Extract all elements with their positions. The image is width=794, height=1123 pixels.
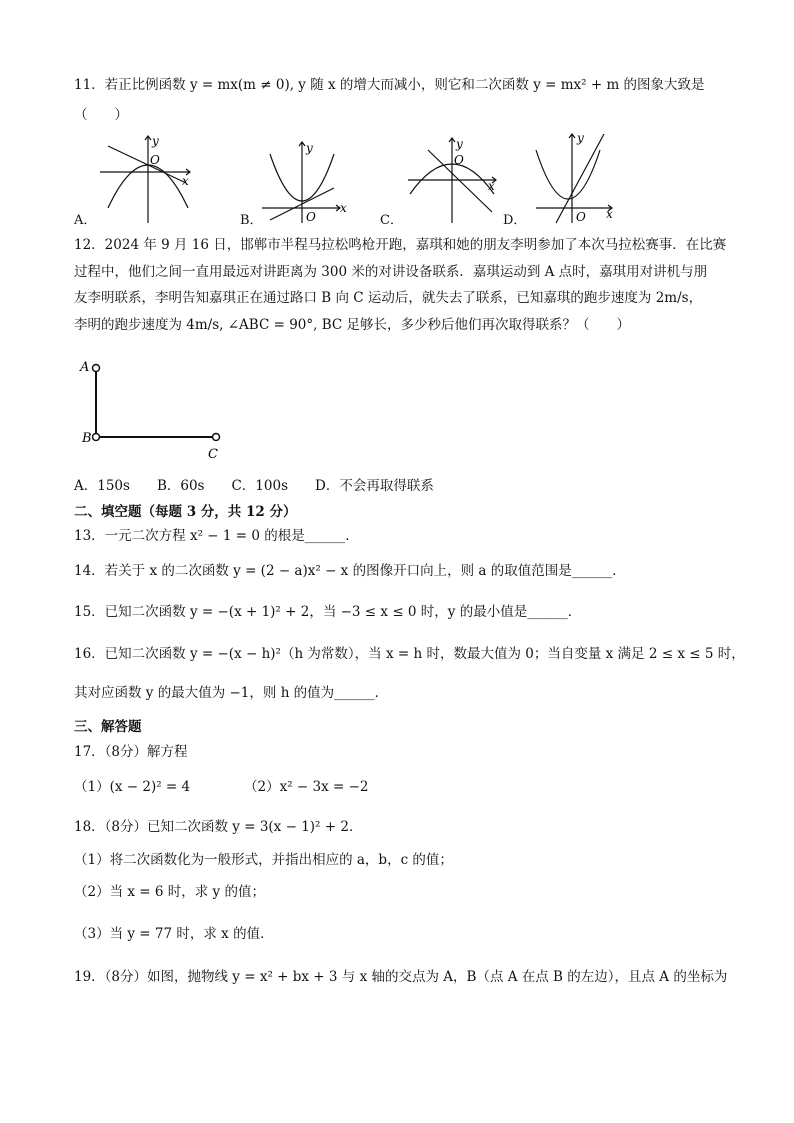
section-3-title: 三、解答题 (74, 719, 142, 735)
q18: 18．（8分）已知二次函数 y = 3(x − 1)² + 2． (74, 819, 363, 835)
q12-line-3: 友李明联系，李明告知嘉琪正在通过路口 B 向 C 运动后，就失去了联系，已知嘉琪的跑步速度为 2m/s， (74, 290, 703, 306)
label-a: A (80, 360, 90, 375)
graph-d-x-label: x (606, 207, 613, 221)
label-c: C (208, 447, 218, 462)
point-b (93, 434, 100, 441)
graph-d-y-label: y (577, 131, 584, 145)
graph-a-y-label: y (152, 134, 159, 148)
graph-a (100, 136, 190, 223)
point-a (93, 365, 100, 372)
q14: 14．若关于 x 的二次函数 y = (2 − a)x² − x 的图像开口向上，则 a 的取值范围是______． (74, 563, 626, 579)
option-a-label: A． (74, 213, 97, 228)
q13: 13．一元二次方程 x² − 1 = 0 的根是______． (74, 528, 359, 544)
q17: 17．（8分）解方程 (74, 744, 188, 760)
q18-part-3: （3）当 y = 77 时，求 x 的值． (74, 926, 274, 942)
graph-d-origin: O (576, 210, 586, 224)
graph-b-x-label: x (340, 201, 347, 215)
q17-part-1: （1）(x − 2)² = 4 (74, 779, 191, 795)
q11-stem: 11．若正比例函数 y = mx(m ≠ 0), y 随 x 的增大而减小，则它和二次函数 y = mx² + m 的图象大致是 (74, 77, 705, 93)
q18-part-2: （2）当 x = 6 时，求 y 的值； (74, 884, 265, 900)
q12-line-4: 李明的跑步速度为 4m/s, ∠ABC = 90°, BC 足够长，多少秒后他们再次取得联系？（ ） (74, 317, 630, 333)
q12-line-1: 12．2024 年 9 月 16 日，邯郸市半程马拉松鸣枪开跑，嘉琪和她的朋友李明参加了本次马拉松赛事．在比赛 (74, 237, 727, 253)
graph-b-origin: O (306, 210, 316, 224)
graph-c-y-label: y (456, 137, 463, 151)
graph-b-y-label: y (306, 141, 313, 155)
option-c-label: C． (380, 213, 403, 228)
q19: 19．（8分）如图，抛物线 y = x² + bx + 3 与 x 轴的交点为 A，B（点 A 在点 B 的左边），且点 A 的坐标为 (74, 969, 728, 985)
q16-line-1: 16．已知二次函数 y = −(x − h)²（h 为常数），当 x = h 时，数最大值为 0；当自变量 x 满足 2 ≤ x ≤ 5 时， (74, 646, 745, 662)
q12-diagram (60, 352, 260, 462)
graph-c-origin: O (454, 153, 464, 167)
label-b: B (82, 431, 92, 446)
graph-b (262, 142, 340, 223)
option-d-label: D． (503, 213, 527, 228)
q16-line-2: 其对应函数 y 的最大值为 −1，则 h 的值为______． (74, 685, 389, 701)
section-2-title: 二、填空题（每题 3 分，共 12 分） (74, 504, 297, 520)
graph-a-x-label: x (182, 174, 189, 188)
q17-part-2: （2）x² − 3x = −2 (244, 779, 369, 795)
q15: 15．已知二次函数 y = −(x + 1)² + 2，当 −3 ≤ x ≤ 0 时，y 的最小值是______． (74, 604, 582, 620)
q12-options: A．150s B．60s C．100s D．不会再取得联系 (74, 478, 434, 494)
graph-a-origin: O (150, 153, 160, 167)
q11-answer-paren: （ ） (74, 107, 128, 123)
q18-part-1: （1）将二次函数化为一般形式，并指出相应的 a，b，c 的值； (74, 852, 453, 868)
graph-c (408, 138, 496, 223)
graph-c-x-label: x (488, 179, 495, 193)
option-b-label: B． (240, 213, 263, 228)
point-c (213, 434, 220, 441)
graph-d (536, 134, 612, 223)
q12-line-2: 过程中，他们之间一直用最远对讲距离为 300 米的对讲设备联系．嘉琪运动到 A 点时，嘉琪用对讲机与朋 (74, 264, 708, 280)
